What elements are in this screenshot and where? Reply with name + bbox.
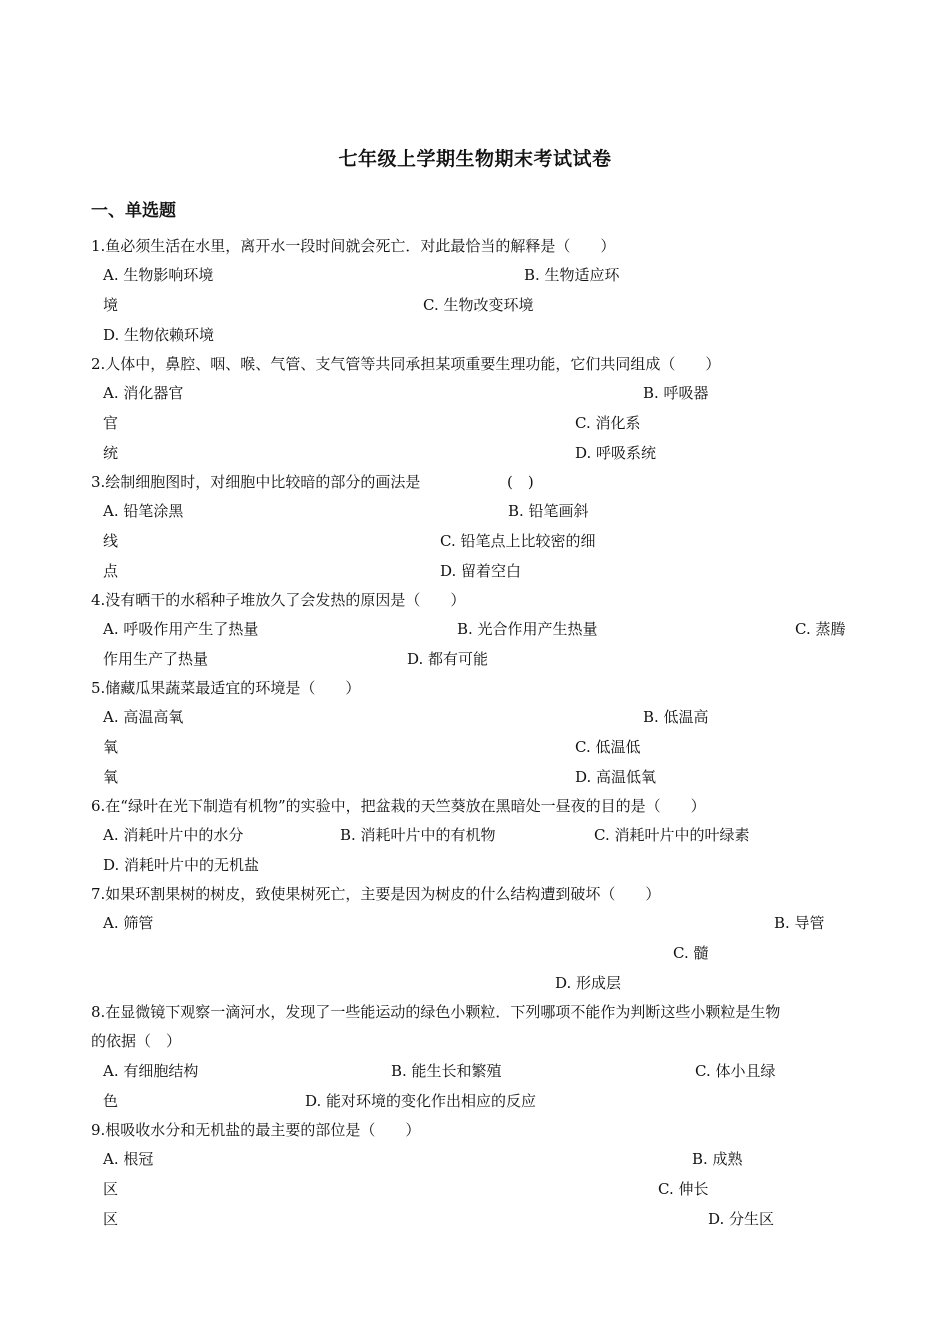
question-4-option-c: C. 蒸腾 <box>795 620 846 638</box>
question-6-option-b: B. 消耗叶片中的有机物 <box>340 826 496 844</box>
question-5-option-d: D. 高温低氧 <box>575 768 657 786</box>
question-9-option-b: B. 成熟 <box>692 1150 743 1168</box>
question-5-option-a: A. 高温高氧 <box>103 708 184 726</box>
question-3-option-c-wrap: 点 <box>103 562 119 580</box>
question-3-option-b: B. 铅笔画斜 <box>508 502 589 520</box>
question-1-stem: 1.鱼必须生活在水里，离开水一段时间就会死亡．对此最恰当的解释是（ ） <box>91 237 616 255</box>
section-heading: 一、单选题 <box>91 201 176 221</box>
question-3-option-d: D. 留着空白 <box>440 562 522 580</box>
question-7-option-a: A. 筛管 <box>103 914 154 932</box>
page-title: 七年级上学期生物期末考试试卷 <box>338 148 612 170</box>
question-8-option-c-wrap: 色 <box>103 1092 119 1110</box>
question-3-option-c: C. 铅笔点上比较密的细 <box>440 532 596 550</box>
question-5-option-b-wrap: 氧 <box>103 738 119 756</box>
question-3-option-a: A. 铅笔涂黑 <box>103 502 184 520</box>
question-7-option-c: C. 髓 <box>673 944 709 962</box>
question-8-option-a: A. 有细胞结构 <box>103 1062 199 1080</box>
question-2-option-d: D. 呼吸系统 <box>575 444 657 462</box>
question-4-option-a: A. 呼吸作用产生了热量 <box>103 620 259 638</box>
question-7-option-b: B. 导管 <box>774 914 825 932</box>
question-9-option-c: C. 伸长 <box>658 1180 709 1198</box>
question-2-option-b: B. 呼吸器 <box>643 384 709 402</box>
question-1-option-a: A. 生物影响环境 <box>103 266 214 284</box>
question-1-option-c: C. 生物改变环境 <box>423 296 534 314</box>
question-5-option-c: C. 低温低 <box>575 738 641 756</box>
question-8-option-d: D. 能对环境的变化作出相应的反应 <box>305 1092 537 1110</box>
question-4-stem: 4.没有晒干的水稻种子堆放久了会发热的原因是（ ） <box>91 591 466 609</box>
question-6-stem: 6.在“绿叶在光下制造有机物”的实验中，把盆栽的天竺葵放在黑暗处一昼夜的目的是（ ） <box>91 797 706 815</box>
question-9-option-c-wrap: 区 <box>103 1210 119 1228</box>
question-2-option-b-wrap: 官 <box>103 414 119 432</box>
question-3-answer-paren: ( ) <box>507 473 534 491</box>
question-1-option-b: B. 生物适应环 <box>524 266 620 284</box>
question-4-option-b: B. 光合作用产生热量 <box>457 620 598 638</box>
question-9-option-a: A. 根冠 <box>103 1150 154 1168</box>
question-9-option-d: D. 分生区 <box>708 1210 775 1228</box>
question-3-option-b-wrap: 线 <box>103 532 119 550</box>
question-3-stem: 3.绘制细胞图时，对细胞中比较暗的部分的画法是 <box>91 473 421 491</box>
question-8-option-b: B. 能生长和繁殖 <box>391 1062 502 1080</box>
question-4-option-d: D. 都有可能 <box>407 650 489 668</box>
question-1-option-b-wrap: 境 <box>103 296 119 314</box>
question-9-option-b-wrap: 区 <box>103 1180 119 1198</box>
question-5-option-b: B. 低温高 <box>643 708 709 726</box>
question-9-stem: 9.根吸收水分和无机盐的最主要的部位是（ ） <box>91 1121 421 1139</box>
question-6-option-c: C. 消耗叶片中的叶绿素 <box>594 826 750 844</box>
question-8-stem-wrap: 的依据（ ） <box>91 1032 182 1050</box>
question-5-option-c-wrap: 氧 <box>103 768 119 786</box>
question-7-stem: 7.如果环割果树的树皮，致使果树死亡，主要是因为树皮的什么结构遭到破坏（ ） <box>91 885 661 903</box>
question-4-option-c-wrap: 作用生产了热量 <box>103 650 209 668</box>
question-2-option-c: C. 消化系 <box>575 414 641 432</box>
question-7-option-d: D. 形成层 <box>555 974 622 992</box>
question-8-option-c: C. 体小且绿 <box>695 1062 776 1080</box>
question-2-option-c-wrap: 统 <box>103 444 119 462</box>
question-6-option-a: A. 消耗叶片中的水分 <box>103 826 244 844</box>
question-2-stem: 2.人体中，鼻腔、咽、喉、气管、支气管等共同承担某项重要生理功能，它们共同组成（ ） <box>91 355 721 373</box>
question-6-option-d: D. 消耗叶片中的无机盐 <box>103 856 260 874</box>
question-8-stem: 8.在显微镜下观察一滴河水，发现了一些能运动的绿色小颗粒．下列哪项不能作为判断这些小颗粒是生物 <box>91 1003 781 1021</box>
question-5-stem: 5.储藏瓜果蔬菜最适宜的环境是（ ） <box>91 679 361 697</box>
question-1-option-d: D. 生物依赖环境 <box>103 326 215 344</box>
question-2-option-a: A. 消化器官 <box>103 384 184 402</box>
